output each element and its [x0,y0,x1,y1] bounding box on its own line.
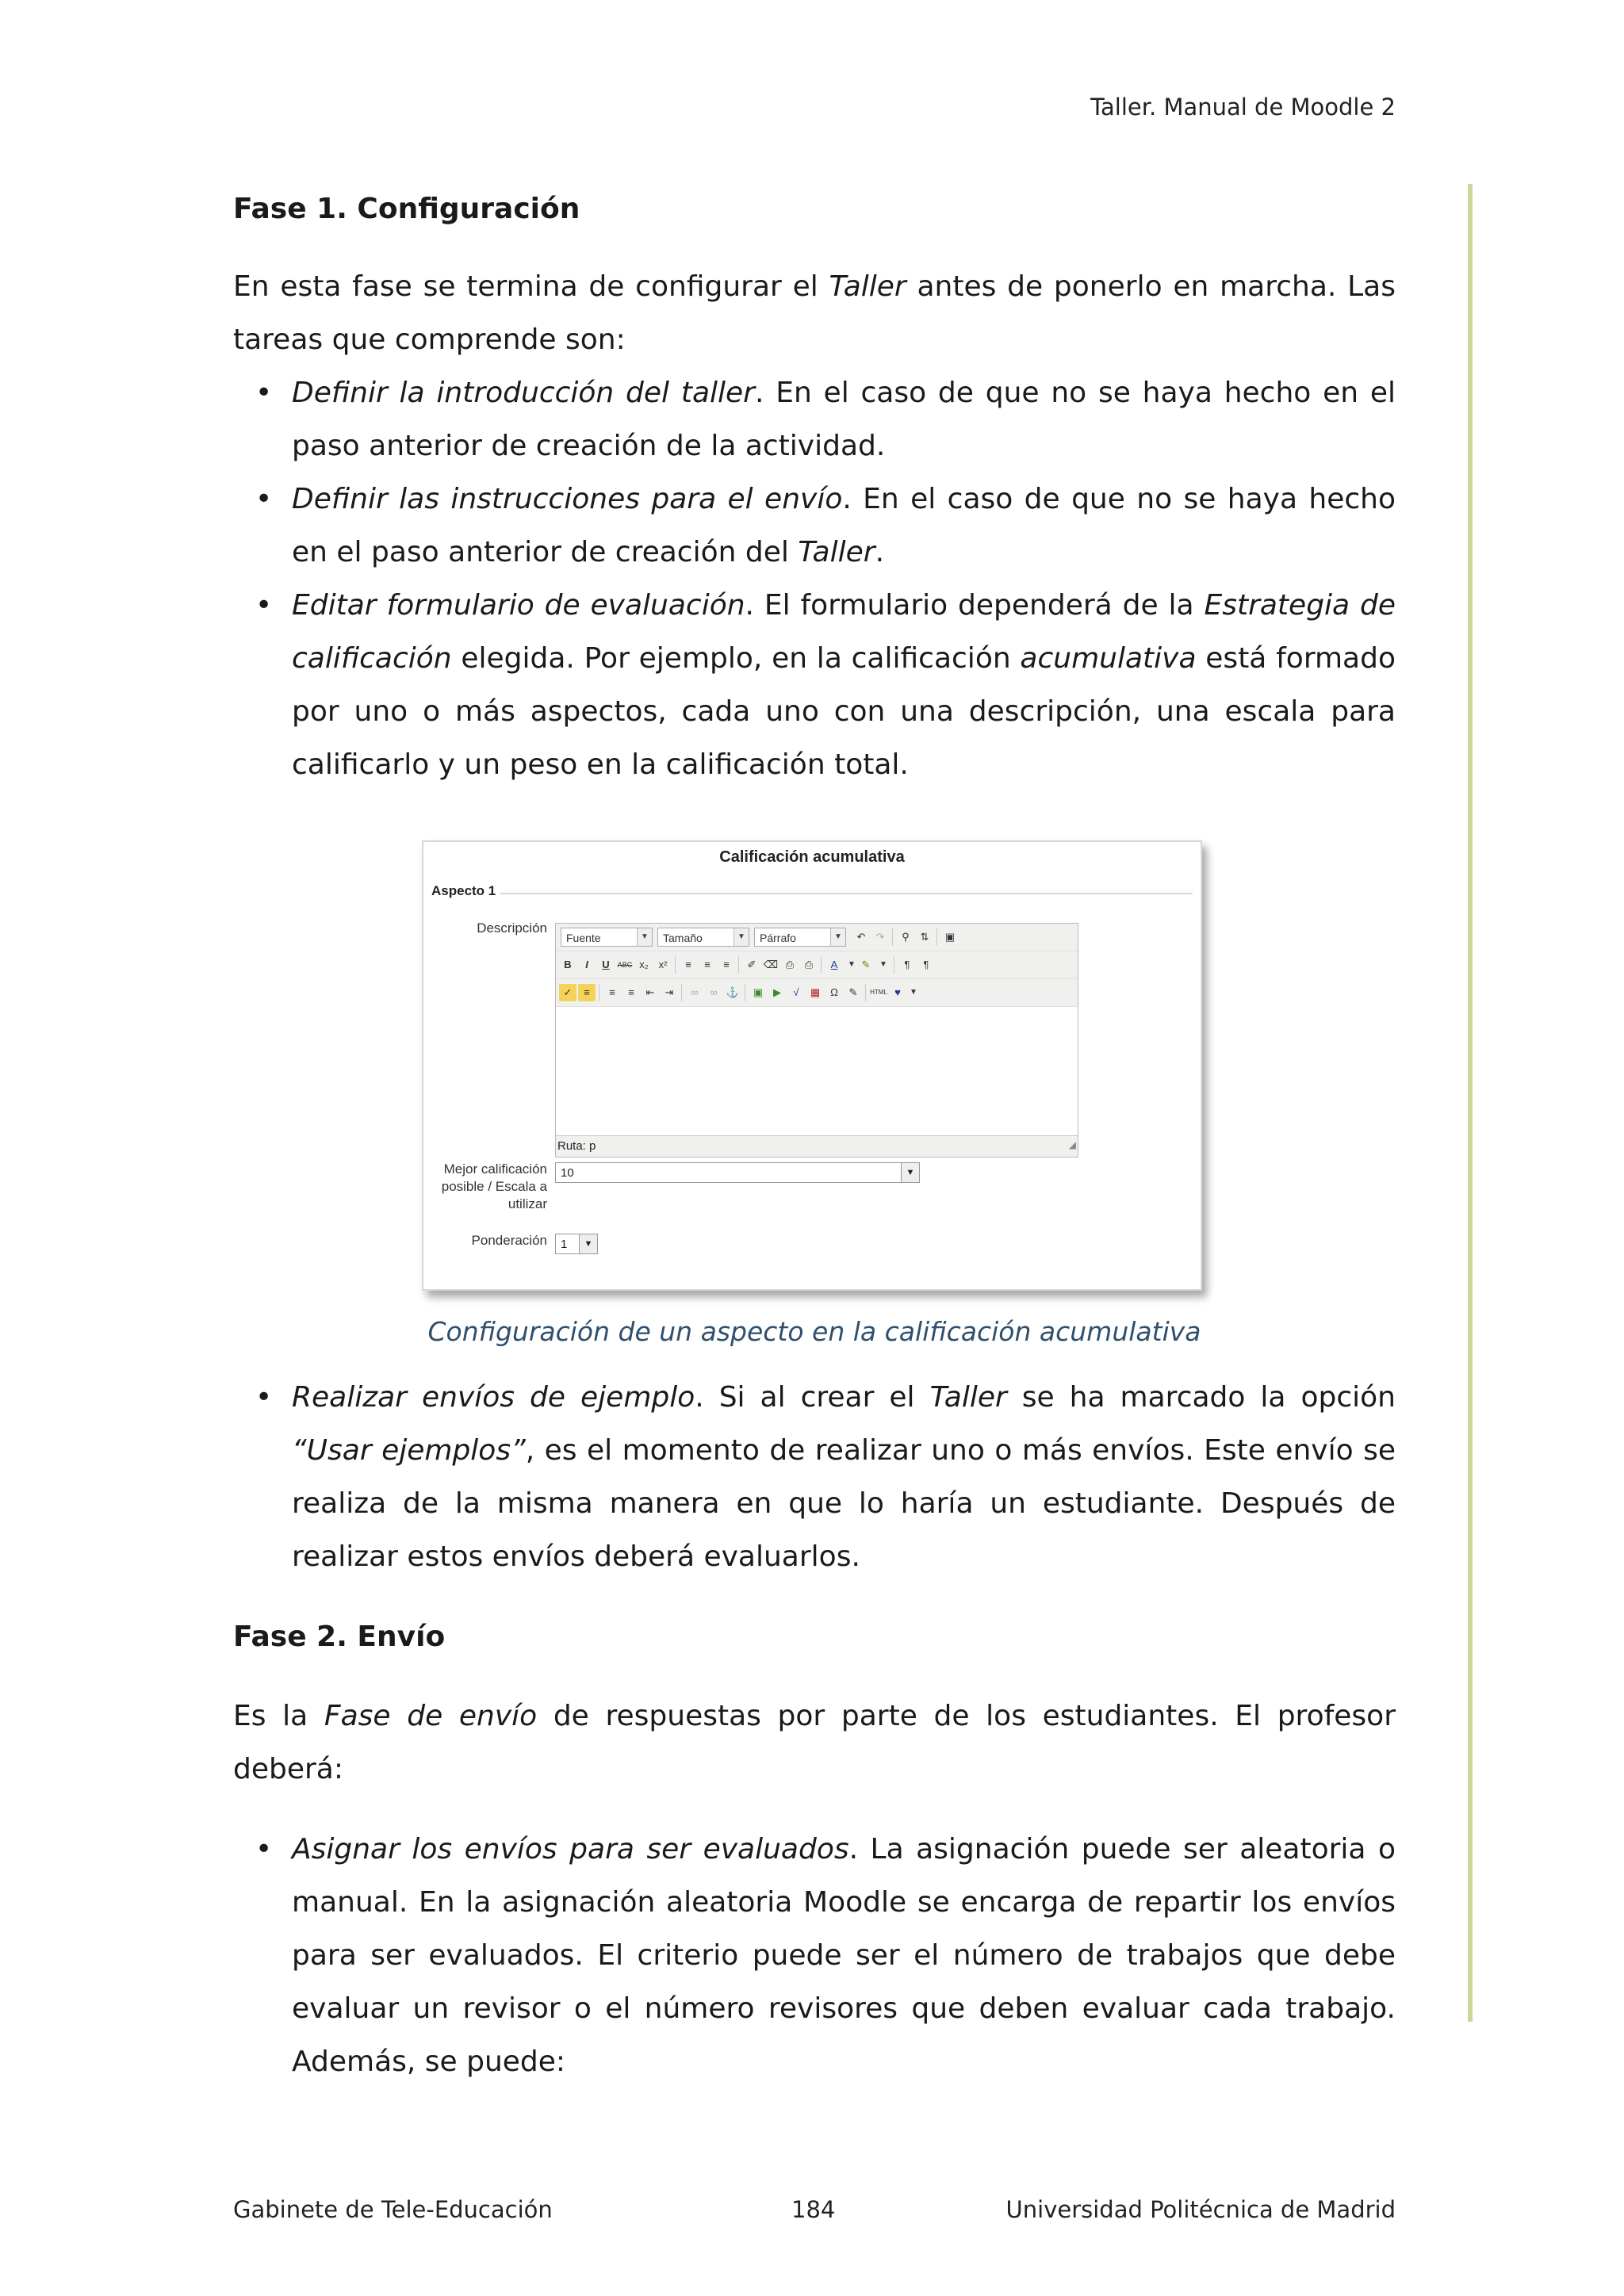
redo-icon[interactable]: ↷ [875,931,885,943]
edit-icon[interactable]: ✎ [848,986,858,998]
link-icon[interactable]: ∞ [691,986,699,998]
size-select[interactable]: Tamaño ▼ [657,928,749,947]
clean-icon[interactable]: ✐ [747,959,756,970]
description-label: Descripción [477,920,547,936]
media-icon[interactable]: ▶ [773,986,781,998]
list-item: • Realizar envíos de ejemplo. Si al crear el Taller se ha marcado la opción “Usar ejemplos”, es el momento de realizar uno o más envíos. Este envío se realiza de la misma manera en que lo haría un estudiante. Después de realizar estos envíos deberá evaluarlos. [292,1371,1396,1583]
page-footer [233,2196,1396,2228]
phase1-heading: Fase 1. Configuración [233,193,580,225]
page-content [233,181,1396,2088]
phase1-intro: En esta fase se termina de configurar el Taller antes de ponerlo en marcha. Las tareas que comprende son: [233,270,1396,356]
highlight-color-icon[interactable]: ✎ [861,959,871,970]
undo-icon[interactable]: ↶ [856,931,866,943]
html-icon[interactable]: HTML [870,989,887,996]
eraser-icon[interactable]: ⌫ [763,959,779,970]
image-icon[interactable]: ▣ [753,986,764,998]
html-editor[interactable] [555,923,1078,1158]
phase2-bullets [233,1823,1396,2088]
editor-toolbar-1 [556,924,1078,951]
fieldset-border [431,893,1193,894]
rtl-icon[interactable]: ¶ [923,959,929,970]
table-icon[interactable]: ▦ [810,986,821,998]
fullscreen-icon[interactable]: ▣ [944,931,956,943]
bullet-list-icon[interactable]: ≡ [609,986,615,998]
figure-caption: Configuración de un aspecto en la calificación acumulativa [427,1316,1201,1347]
editor-toolbar-3 [556,979,1078,1007]
superscript-icon[interactable]: x² [658,959,668,970]
numbered-list-icon[interactable]: ≡ [628,986,634,998]
align-right-icon[interactable]: ≡ [723,959,730,970]
footer-university: Universidad Politécnica de Madrid [1005,2196,1396,2223]
footer-org: Gabinete de Tele-Educación [233,2196,553,2223]
phase1-bullets-continued [233,1371,1396,1583]
margin-rule [1468,184,1473,2022]
unlink-icon[interactable]: ∞ [710,986,718,998]
underline-icon[interactable]: U [602,959,610,970]
find-icon[interactable]: ⚲ [902,931,910,943]
weight-label: Ponderación [471,1233,547,1248]
running-header: Taller. Manual de Moodle 2 [1090,94,1396,121]
format-select[interactable]: Párrafo ▼ [754,928,846,947]
list-item: • Asignar los envíos para ser evaluados. La asignación puede ser aleatoria o manual. En la asignación aleatoria Moodle se encarga de repartir los envíos para ser evaluados. El criterio puede ser el número de trabajos que debe evaluar un revisor o el número revisores que deben evaluar cada trabajo. Además, se puede: [292,1823,1396,2088]
path-label: Ruta: p [557,1139,596,1153]
list-item: • Editar formulario de evaluación. El formulario dependerá de la Estrategia de calificación elegida. Por ejemplo, en la calificación acumulativa está formado por uno o más aspectos, cada uno con una descripción, una escala para calificarlo y un peso en la calificación total. [292,579,1396,791]
chevron-down-icon[interactable]: ▼ [848,960,856,969]
best-grade-select[interactable]: 10 ▼ [555,1162,920,1183]
editor-statusbar [556,1135,1078,1157]
phase2-intro: Es la Fase de envío de respuestas por parte de los estudiantes. El profesor deberá: [233,1700,1396,1785]
spellcheck-icon[interactable]: ✓ [559,984,576,1001]
figure-title: Calificación acumulativa [719,848,905,866]
chevron-down-icon: ▼ [901,1163,919,1182]
indent-icon[interactable]: ⇥ [665,986,674,998]
nolink-icon[interactable]: ≡ [578,984,596,1001]
moodle-screenshot [422,840,1202,1291]
list-item: • Definir la introducción del taller. En el caso de que no se haya hecho en el paso anterior de creación de la actividad. [292,366,1396,473]
resize-handle-icon[interactable]: ◢ [1068,1139,1076,1150]
chevron-down-icon[interactable]: ▼ [910,988,917,997]
strikethrough-icon[interactable]: ABC [617,961,633,969]
italic-icon[interactable]: I [585,959,588,970]
align-left-icon[interactable]: ≡ [685,959,691,970]
equation-icon[interactable]: √ [793,986,799,998]
phase2-heading: Fase 2. Envío [233,1621,446,1653]
paste-text-icon[interactable]: ⎙ [785,959,795,970]
anchor-icon[interactable]: ⚓ [726,986,740,998]
list-item: • Definir las instrucciones para el envío. En el caso de que no se haya hecho en el paso anterior de creación del Taller. [292,473,1396,579]
chevron-down-icon[interactable]: ▼ [879,960,887,969]
subscript-icon[interactable]: x₂ [639,959,649,970]
page-number: 184 [791,2196,836,2223]
special-char-icon[interactable]: Ω [830,986,838,998]
paste-word-icon[interactable]: ⎙ [804,959,814,970]
fieldset-legend: Aspecto 1 [431,883,500,899]
best-grade-label: Mejor calificación posible / Escala a utilizar [441,1161,547,1211]
replace-icon[interactable]: ⇅ [920,931,929,943]
editor-toolbar-2 [556,951,1078,979]
weight-select[interactable]: 1 ▼ [555,1234,598,1254]
text-color-icon[interactable]: A [830,959,838,970]
bold-icon[interactable]: B [564,959,572,970]
emoticon-icon[interactable]: ♥ [894,986,901,998]
phase1-bullets [233,366,1396,791]
align-center-icon[interactable]: ≡ [704,959,710,970]
ltr-icon[interactable]: ¶ [904,959,910,970]
outdent-icon[interactable]: ⇤ [645,986,655,998]
font-select[interactable]: Fuente ▼ [561,928,653,947]
chevron-down-icon: ▼ [579,1234,597,1253]
